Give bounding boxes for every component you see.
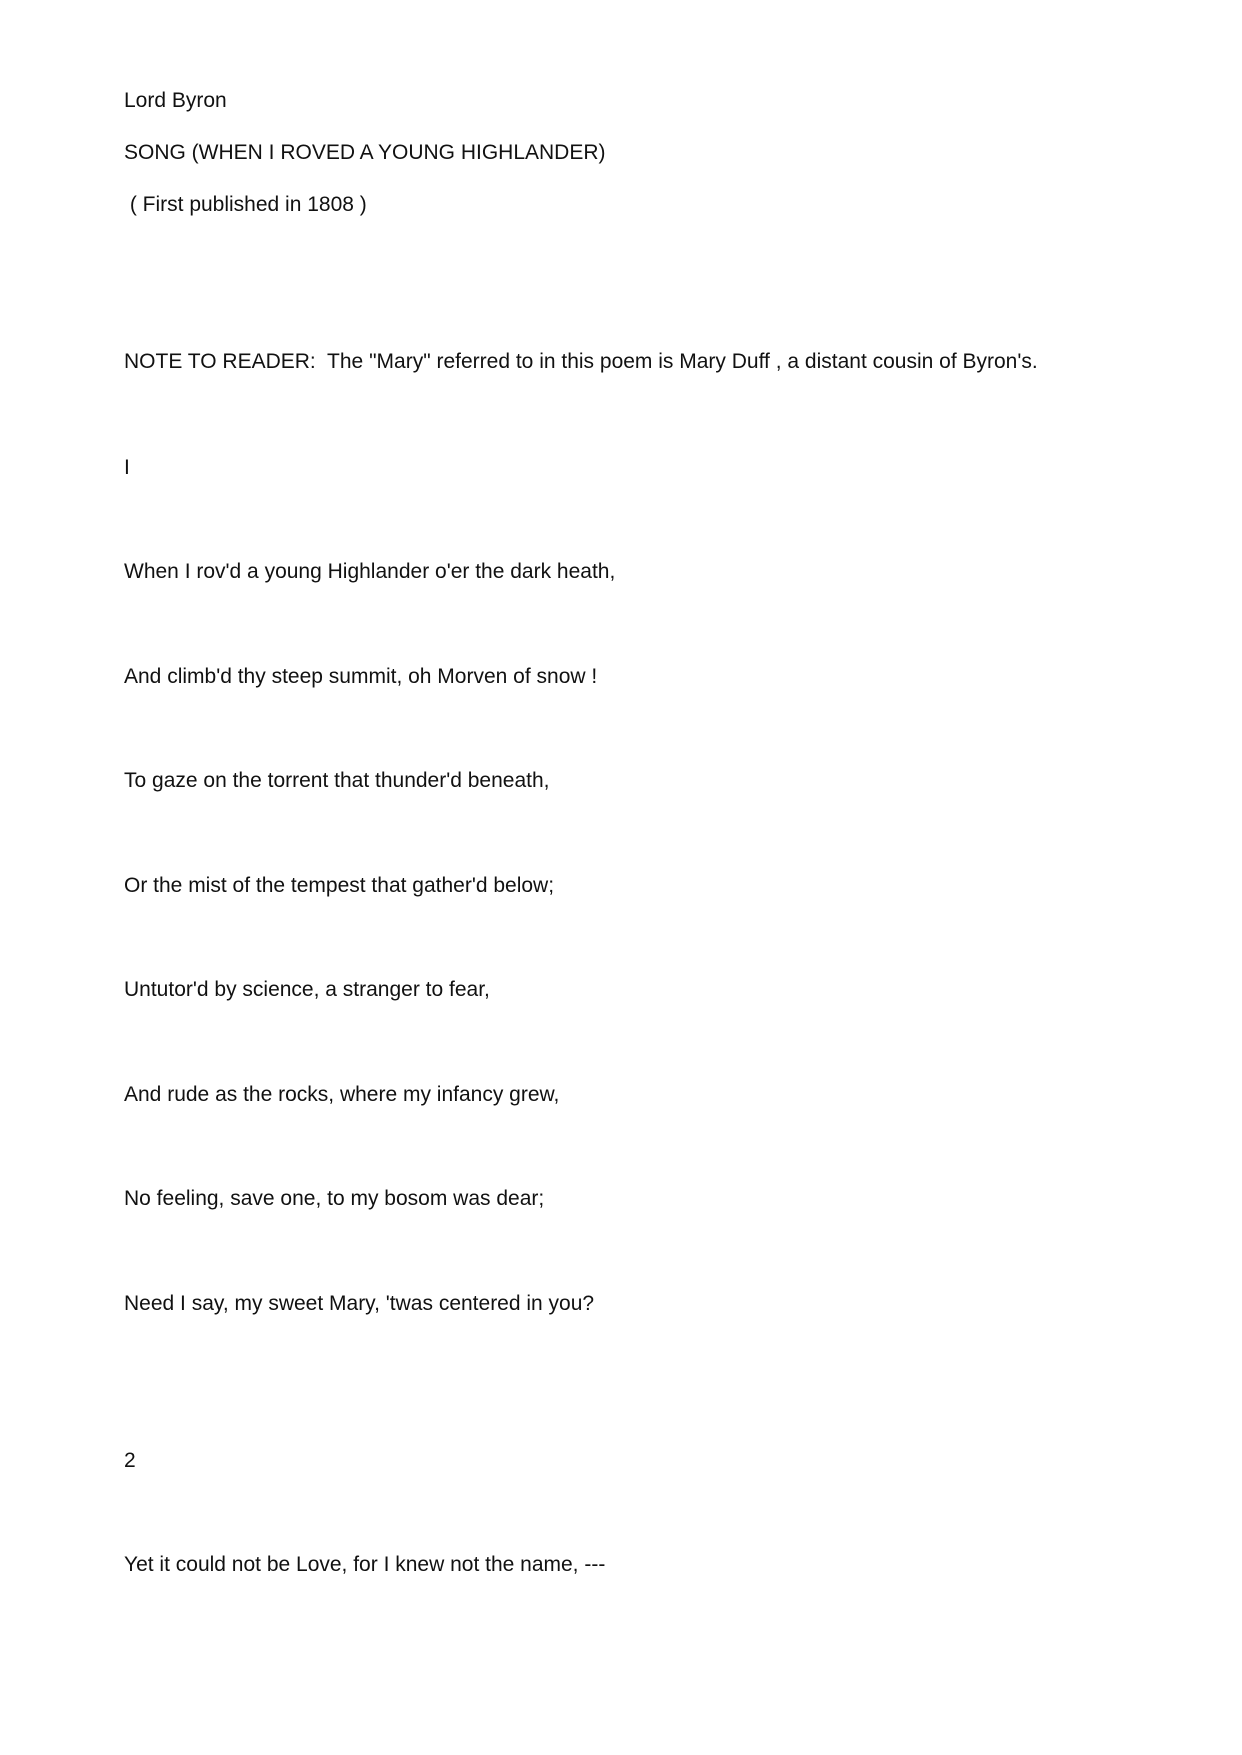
- poem-line: And rude as the rocks, where my infancy grew,: [124, 1083, 560, 1106]
- reader-note: NOTE TO READER: The "Mary" referred to in this poem is Mary Duff , a distant cousin of Byron's.: [124, 350, 1038, 373]
- poem-line: To gaze on the torrent that thunder'd beneath,: [124, 769, 550, 792]
- poem-line: When I rov'd a young Highlander o'er the dark heath,: [124, 560, 616, 583]
- poem-line: And climb'd thy steep summit, oh Morven of snow !: [124, 665, 598, 688]
- poem-line: Yet it could not be Love, for I knew not the name, ---: [124, 1553, 606, 1576]
- stanza-number: 2: [124, 1449, 136, 1472]
- poem-title: SONG (WHEN I ROVED A YOUNG HIGHLANDER): [124, 141, 606, 164]
- poem-line: Untutor'd by science, a stranger to fear,: [124, 978, 490, 1001]
- author-name: Lord Byron: [124, 89, 227, 112]
- publication-note: ( First published in 1808 ): [124, 193, 367, 216]
- poem-line: Or the mist of the tempest that gather'd below;: [124, 874, 555, 897]
- stanza-number: I: [124, 456, 130, 479]
- poem-line: No feeling, save one, to my bosom was dear;: [124, 1187, 545, 1210]
- poem-line: Need I say, my sweet Mary, 'twas centered in you?: [124, 1292, 595, 1315]
